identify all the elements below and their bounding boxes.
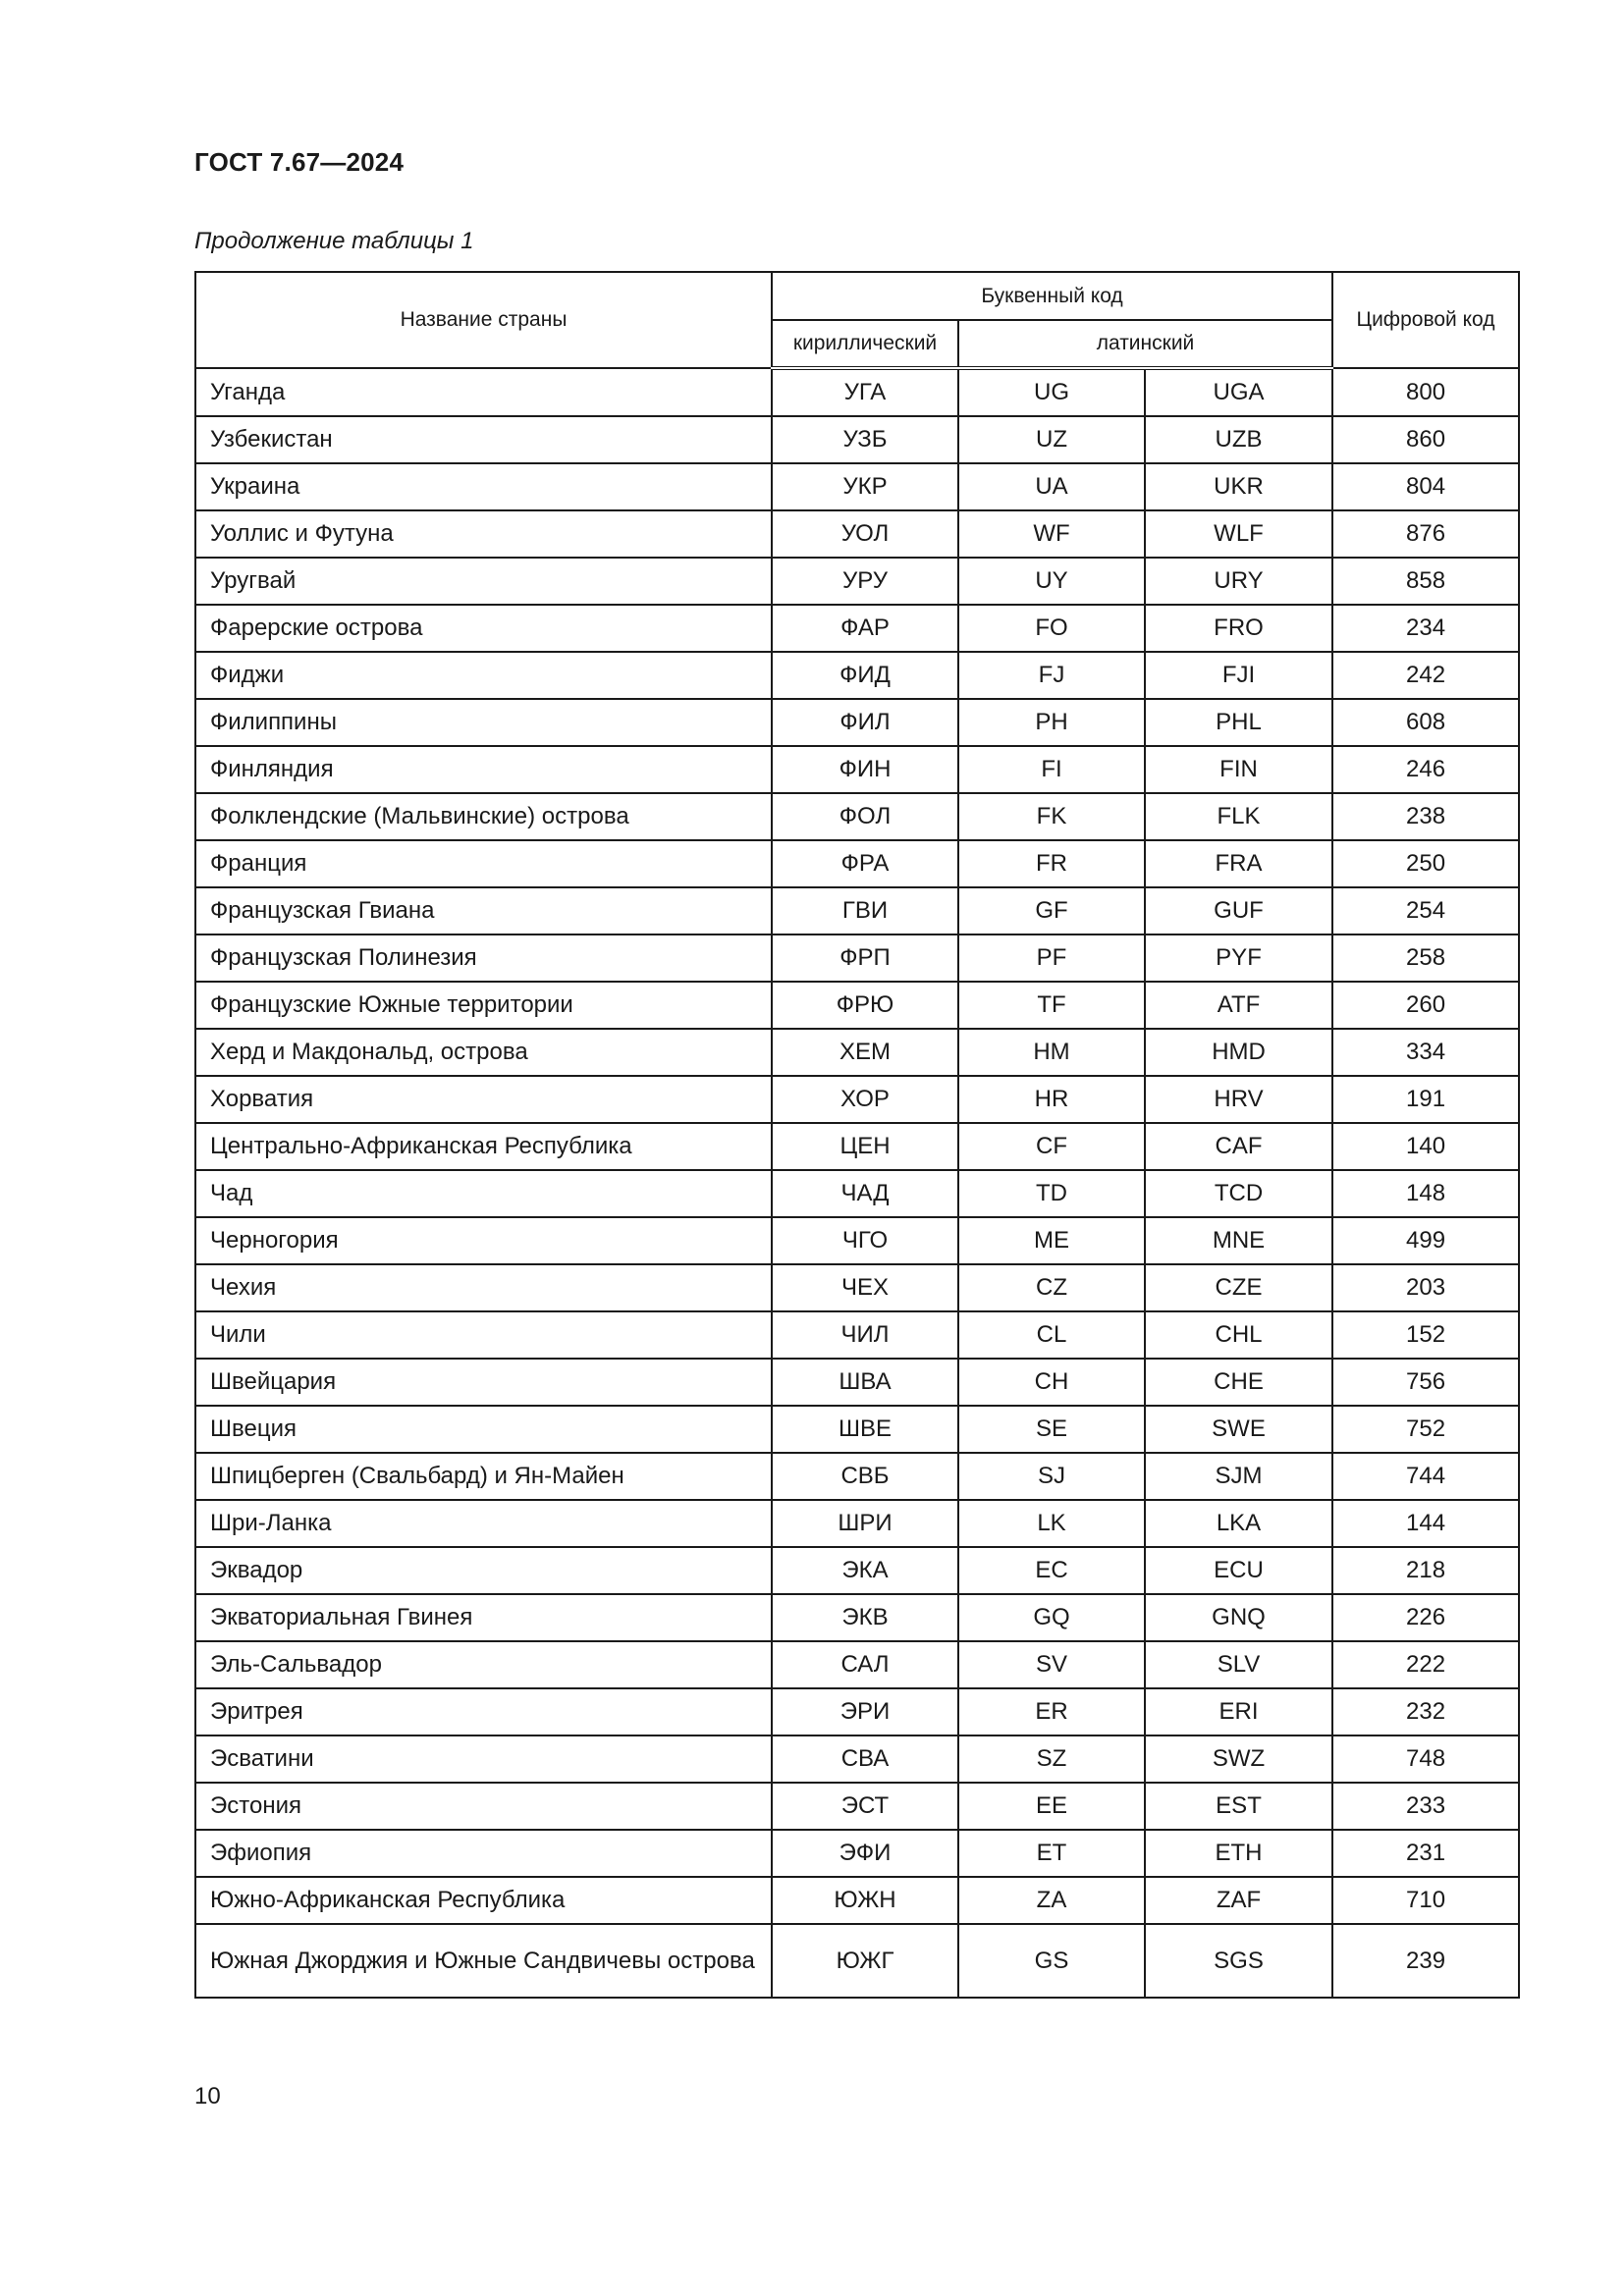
cell-latin2-code: WF [958, 510, 1145, 558]
cell-cyrillic-code: ФАР [772, 605, 958, 652]
table-row [195, 840, 1519, 887]
cell-country-name: Херд и Макдональд, острова [195, 1029, 772, 1076]
cell-numeric-code: 748 [1332, 1735, 1519, 1783]
table-row [195, 1735, 1519, 1783]
cell-cyrillic-code: ЧИЛ [772, 1311, 958, 1359]
cell-country-name: Швейцария [195, 1359, 772, 1406]
cell-latin3-code: GUF [1145, 887, 1332, 934]
cell-numeric-code: 246 [1332, 746, 1519, 793]
cell-latin3-code: SJM [1145, 1453, 1332, 1500]
cell-latin2-code: SV [958, 1641, 1145, 1688]
cell-latin3-code: ETH [1145, 1830, 1332, 1877]
cell-latin3-code: HMD [1145, 1029, 1332, 1076]
cell-numeric-code: 334 [1332, 1029, 1519, 1076]
cell-cyrillic-code: САЛ [772, 1641, 958, 1688]
table-row [195, 1500, 1519, 1547]
table-row [195, 1688, 1519, 1735]
table-row [195, 1547, 1519, 1594]
cell-latin3-code: PYF [1145, 934, 1332, 982]
cell-latin3-code: CHL [1145, 1311, 1332, 1359]
cell-latin2-code: FK [958, 793, 1145, 840]
table-row [195, 1924, 1519, 1998]
cell-cyrillic-code: ФИД [772, 652, 958, 699]
cell-latin3-code: CAF [1145, 1123, 1332, 1170]
cell-numeric-code: 222 [1332, 1641, 1519, 1688]
cell-country-name: Фиджи [195, 652, 772, 699]
cell-latin2-code: EC [958, 1547, 1145, 1594]
cell-country-name: Французские Южные территории [195, 982, 772, 1029]
table-row [195, 1076, 1519, 1123]
header-row-1 [195, 272, 1519, 320]
cell-country-name: Украина [195, 463, 772, 510]
cell-numeric-code: 756 [1332, 1359, 1519, 1406]
cell-country-name: Эль-Сальвадор [195, 1641, 772, 1688]
cell-cyrillic-code: УРУ [772, 558, 958, 605]
cell-latin3-code: ERI [1145, 1688, 1332, 1735]
cell-cyrillic-code: ЭФИ [772, 1830, 958, 1877]
table-row [195, 934, 1519, 982]
cell-numeric-code: 804 [1332, 463, 1519, 510]
cell-latin3-code: UKR [1145, 463, 1332, 510]
cell-country-name: Шри-Ланка [195, 1500, 772, 1547]
cell-latin2-code: GS [958, 1924, 1145, 1998]
table-row [195, 1359, 1519, 1406]
cell-country-name: Эсватини [195, 1735, 772, 1783]
cell-latin3-code: ZAF [1145, 1877, 1332, 1924]
cell-country-name: Филиппины [195, 699, 772, 746]
cell-latin2-code: CL [958, 1311, 1145, 1359]
cell-country-name: Швеция [195, 1406, 772, 1453]
cell-latin3-code: HRV [1145, 1076, 1332, 1123]
cell-country-name: Фолклендские (Мальвинские) острова [195, 793, 772, 840]
cell-latin3-code: UGA [1145, 368, 1332, 416]
cell-numeric-code: 226 [1332, 1594, 1519, 1641]
cell-latin2-code: UG [958, 368, 1145, 416]
cell-country-name: Чили [195, 1311, 772, 1359]
table-row [195, 463, 1519, 510]
cell-latin3-code: LKA [1145, 1500, 1332, 1547]
cell-latin3-code: MNE [1145, 1217, 1332, 1264]
cell-numeric-code: 876 [1332, 510, 1519, 558]
cell-latin3-code: SWE [1145, 1406, 1332, 1453]
cell-cyrillic-code: ФРЮ [772, 982, 958, 1029]
cell-cyrillic-code: ЭСТ [772, 1783, 958, 1830]
cell-numeric-code: 140 [1332, 1123, 1519, 1170]
cell-numeric-code: 608 [1332, 699, 1519, 746]
cell-latin2-code: CH [958, 1359, 1145, 1406]
cell-country-name: Шпицберген (Свальбард) и Ян-Майен [195, 1453, 772, 1500]
cell-latin2-code: TD [958, 1170, 1145, 1217]
table-row [195, 793, 1519, 840]
cell-numeric-code: 218 [1332, 1547, 1519, 1594]
table-row [195, 652, 1519, 699]
document-header: ГОСТ 7.67—2024 [194, 147, 405, 177]
cell-cyrillic-code: ГВИ [772, 887, 958, 934]
table-row [195, 1217, 1519, 1264]
cell-cyrillic-code: УКР [772, 463, 958, 510]
cell-latin2-code: SE [958, 1406, 1145, 1453]
cell-numeric-code: 260 [1332, 982, 1519, 1029]
cell-latin3-code: GNQ [1145, 1594, 1332, 1641]
cell-numeric-code: 258 [1332, 934, 1519, 982]
cell-country-name: Уоллис и Футуна [195, 510, 772, 558]
table-row [195, 1406, 1519, 1453]
table-row [195, 1029, 1519, 1076]
cell-latin3-code: FIN [1145, 746, 1332, 793]
header-cyrillic: кириллический [772, 320, 958, 368]
cell-latin3-code: SLV [1145, 1641, 1332, 1688]
cell-cyrillic-code: ЦЕН [772, 1123, 958, 1170]
header-country-name: Название страны [195, 272, 772, 368]
table-row [195, 368, 1519, 416]
cell-latin2-code: UA [958, 463, 1145, 510]
cell-numeric-code: 234 [1332, 605, 1519, 652]
cell-latin2-code: HM [958, 1029, 1145, 1076]
cell-latin3-code: PHL [1145, 699, 1332, 746]
cell-latin3-code: FLK [1145, 793, 1332, 840]
cell-numeric-code: 231 [1332, 1830, 1519, 1877]
cell-country-name: Французская Гвиана [195, 887, 772, 934]
cell-latin2-code: LK [958, 1500, 1145, 1547]
cell-country-name: Эритрея [195, 1688, 772, 1735]
table-row [195, 510, 1519, 558]
cell-latin2-code: UZ [958, 416, 1145, 463]
cell-latin3-code: ECU [1145, 1547, 1332, 1594]
cell-cyrillic-code: ФРА [772, 840, 958, 887]
cell-cyrillic-code: ЭКВ [772, 1594, 958, 1641]
table-row [195, 1170, 1519, 1217]
cell-numeric-code: 860 [1332, 416, 1519, 463]
country-codes-table [194, 271, 1520, 1999]
cell-latin3-code: EST [1145, 1783, 1332, 1830]
cell-country-name: Финляндия [195, 746, 772, 793]
table-row [195, 416, 1519, 463]
cell-country-name: Эквадор [195, 1547, 772, 1594]
cell-cyrillic-code: ШВЕ [772, 1406, 958, 1453]
cell-latin2-code: TF [958, 982, 1145, 1029]
cell-numeric-code: 152 [1332, 1311, 1519, 1359]
cell-cyrillic-code: ШВА [772, 1359, 958, 1406]
cell-latin2-code: SJ [958, 1453, 1145, 1500]
cell-latin2-code: SZ [958, 1735, 1145, 1783]
cell-country-name: Хорватия [195, 1076, 772, 1123]
cell-cyrillic-code: СВА [772, 1735, 958, 1783]
table-row [195, 1830, 1519, 1877]
cell-cyrillic-code: ЧАД [772, 1170, 958, 1217]
cell-latin2-code: EE [958, 1783, 1145, 1830]
header-latin: латинский [958, 320, 1332, 368]
cell-latin3-code: ATF [1145, 982, 1332, 1029]
cell-latin3-code: WLF [1145, 510, 1332, 558]
table-row [195, 1311, 1519, 1359]
cell-cyrillic-code: УГА [772, 368, 958, 416]
table-row [195, 1453, 1519, 1500]
table-row [195, 558, 1519, 605]
cell-numeric-code: 254 [1332, 887, 1519, 934]
cell-cyrillic-code: ФРП [772, 934, 958, 982]
cell-country-name: Эстония [195, 1783, 772, 1830]
cell-numeric-code: 710 [1332, 1877, 1519, 1924]
cell-numeric-code: 191 [1332, 1076, 1519, 1123]
cell-country-name: Чад [195, 1170, 772, 1217]
cell-cyrillic-code: УОЛ [772, 510, 958, 558]
cell-latin2-code: HR [958, 1076, 1145, 1123]
cell-cyrillic-code: ЮЖГ [772, 1924, 958, 1998]
cell-cyrillic-code: ЭРИ [772, 1688, 958, 1735]
cell-country-name: Фарерские острова [195, 605, 772, 652]
table-caption: Продолжение таблицы 1 [194, 228, 474, 254]
header-numeric-code: Цифровой код [1332, 272, 1519, 368]
cell-cyrillic-code: СВБ [772, 1453, 958, 1500]
cell-cyrillic-code: ЧЕХ [772, 1264, 958, 1311]
cell-country-name: Французская Полинезия [195, 934, 772, 982]
cell-latin2-code: ER [958, 1688, 1145, 1735]
table-row [195, 887, 1519, 934]
cell-latin2-code: PF [958, 934, 1145, 982]
cell-cyrillic-code: ФИЛ [772, 699, 958, 746]
cell-cyrillic-code: ХЕМ [772, 1029, 958, 1076]
cell-latin2-code: PH [958, 699, 1145, 746]
table-row [195, 982, 1519, 1029]
table-body [195, 368, 1519, 1998]
cell-numeric-code: 203 [1332, 1264, 1519, 1311]
cell-numeric-code: 744 [1332, 1453, 1519, 1500]
cell-country-name: Чехия [195, 1264, 772, 1311]
header-letter-code: Буквенный код [772, 272, 1332, 320]
cell-latin3-code: CZE [1145, 1264, 1332, 1311]
cell-latin2-code: ME [958, 1217, 1145, 1264]
table-row [195, 699, 1519, 746]
cell-latin2-code: CF [958, 1123, 1145, 1170]
cell-latin2-code: FR [958, 840, 1145, 887]
cell-latin3-code: CHE [1145, 1359, 1332, 1406]
cell-latin2-code: FI [958, 746, 1145, 793]
cell-latin2-code: GF [958, 887, 1145, 934]
cell-numeric-code: 858 [1332, 558, 1519, 605]
cell-latin2-code: GQ [958, 1594, 1145, 1641]
cell-country-name: Центрально-Африканская Республика [195, 1123, 772, 1170]
cell-cyrillic-code: УЗБ [772, 416, 958, 463]
cell-country-name: Экваториальная Гвинея [195, 1594, 772, 1641]
cell-cyrillic-code: ШРИ [772, 1500, 958, 1547]
cell-numeric-code: 752 [1332, 1406, 1519, 1453]
cell-numeric-code: 232 [1332, 1688, 1519, 1735]
table-row [195, 1594, 1519, 1641]
cell-cyrillic-code: ФОЛ [772, 793, 958, 840]
cell-latin3-code: FJI [1145, 652, 1332, 699]
cell-numeric-code: 144 [1332, 1500, 1519, 1547]
cell-country-name: Южная Джорджия и Южные Сандвичевы острова [195, 1924, 772, 1998]
table-row [195, 1877, 1519, 1924]
cell-country-name: Уругвай [195, 558, 772, 605]
cell-numeric-code: 499 [1332, 1217, 1519, 1264]
cell-numeric-code: 242 [1332, 652, 1519, 699]
cell-numeric-code: 233 [1332, 1783, 1519, 1830]
cell-latin3-code: SGS [1145, 1924, 1332, 1998]
cell-latin3-code: URY [1145, 558, 1332, 605]
cell-country-name: Черногория [195, 1217, 772, 1264]
cell-latin2-code: ET [958, 1830, 1145, 1877]
cell-latin3-code: SWZ [1145, 1735, 1332, 1783]
table-header [195, 272, 1519, 368]
cell-numeric-code: 250 [1332, 840, 1519, 887]
cell-country-name: Узбекистан [195, 416, 772, 463]
cell-numeric-code: 800 [1332, 368, 1519, 416]
cell-country-name: Эфиопия [195, 1830, 772, 1877]
cell-latin2-code: UY [958, 558, 1145, 605]
table-row [195, 1264, 1519, 1311]
table-row [195, 1641, 1519, 1688]
cell-country-name: Уганда [195, 368, 772, 416]
table-row [195, 1783, 1519, 1830]
cell-country-name: Южно-Африканская Республика [195, 1877, 772, 1924]
page-number: 10 [194, 2083, 221, 2109]
table-row [195, 605, 1519, 652]
cell-numeric-code: 148 [1332, 1170, 1519, 1217]
cell-latin2-code: ZA [958, 1877, 1145, 1924]
cell-cyrillic-code: ХОР [772, 1076, 958, 1123]
cell-numeric-code: 238 [1332, 793, 1519, 840]
cell-country-name: Франция [195, 840, 772, 887]
cell-latin3-code: TCD [1145, 1170, 1332, 1217]
cell-cyrillic-code: ЧГО [772, 1217, 958, 1264]
cell-latin3-code: UZB [1145, 416, 1332, 463]
cell-numeric-code: 239 [1332, 1924, 1519, 1998]
table-row [195, 746, 1519, 793]
cell-latin2-code: FJ [958, 652, 1145, 699]
cell-cyrillic-code: ЮЖН [772, 1877, 958, 1924]
cell-latin3-code: FRA [1145, 840, 1332, 887]
cell-cyrillic-code: ФИН [772, 746, 958, 793]
cell-latin2-code: CZ [958, 1264, 1145, 1311]
cell-cyrillic-code: ЭКА [772, 1547, 958, 1594]
cell-latin3-code: FRO [1145, 605, 1332, 652]
table-row [195, 1123, 1519, 1170]
cell-latin2-code: FO [958, 605, 1145, 652]
